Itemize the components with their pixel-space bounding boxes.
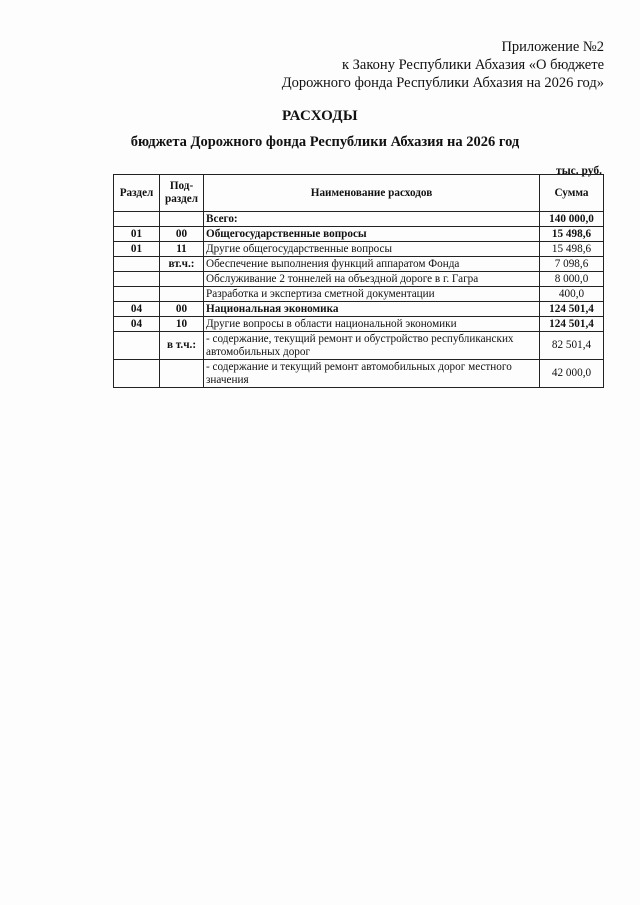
cell-sum: 82 501,4 [540,332,604,360]
cell-name: - содержание и текущий ремонт автомобильных дорог местного значения [204,360,540,388]
cell-sum: 124 501,4 [540,317,604,332]
table-header-row [114,175,604,212]
table-row [114,272,604,287]
cell-name: Обслуживание 2 тоннелей на объездной дороге в г. Гагра [204,272,540,287]
table-row [114,360,604,388]
expenses-table [113,174,604,388]
cell-podrazdel [160,287,204,302]
cell-podrazdel: 00 [160,302,204,317]
cell-name: Общегосударственные вопросы [204,227,540,242]
cell-podrazdel: 10 [160,317,204,332]
table-row [114,287,604,302]
cell-razdel [114,332,160,360]
column-header-podrazdel: Под-раздел [160,175,204,212]
appendix-law-ref-cont: Дорожного фонда Республики Абхазия на 2026 год» [281,75,604,91]
table-row [114,242,604,257]
cell-razdel: 04 [114,317,160,332]
cell-sum: 15 498,6 [540,227,604,242]
units-label: тыс. руб. [556,165,602,177]
table-row [114,212,604,227]
cell-name: Всего: [204,212,540,227]
cell-sum: 42 000,0 [540,360,604,388]
cell-razdel [114,287,160,302]
table-row [114,257,604,272]
column-header-sum: Сумма [540,175,604,212]
cell-razdel [114,272,160,287]
cell-podrazdel: 00 [160,227,204,242]
table-row [114,302,604,317]
appendix-law-ref: к Закону Республики Абхазия «О бюджете [342,57,604,73]
cell-sum: 15 498,6 [540,242,604,257]
cell-name: Другие общегосударственные вопросы [204,242,540,257]
cell-razdel [114,257,160,272]
cell-podrazdel [160,360,204,388]
cell-name: Другие вопросы в области национальной экономики [204,317,540,332]
cell-razdel: 04 [114,302,160,317]
cell-name: - содержание, текущий ремонт и обустройство республиканских автомобильных дорог [204,332,540,360]
column-header-name: Наименование расходов [204,175,540,212]
cell-razdel: 01 [114,227,160,242]
cell-podrazdel: вт.ч.: [160,257,204,272]
cell-razdel: 01 [114,242,160,257]
cell-podrazdel [160,212,204,227]
cell-podrazdel: 11 [160,242,204,257]
appendix-number: Приложение №2 [501,39,604,55]
cell-sum: 8 000,0 [540,272,604,287]
cell-razdel [114,212,160,227]
cell-sum: 400,0 [540,287,604,302]
cell-name: Разработка и экспертиза сметной документации [204,287,540,302]
table-row [114,332,604,360]
table-row [114,317,604,332]
cell-sum: 124 501,4 [540,302,604,317]
cell-name: Обеспечение выполнения функций аппаратом Фонда [204,257,540,272]
cell-sum: 7 098,6 [540,257,604,272]
cell-podrazdel: в т.ч.: [160,332,204,360]
document-title: РАСХОДЫ [282,108,358,124]
table-row [114,227,604,242]
cell-name: Национальная экономика [204,302,540,317]
cell-razdel [114,360,160,388]
cell-podrazdel [160,272,204,287]
column-header-razdel: Раздел [114,175,160,212]
appendix-note [282,38,604,92]
document-subtitle: бюджета Дорожного фонда Республики Абхазия на 2026 год [130,134,520,150]
cell-sum: 140 000,0 [540,212,604,227]
